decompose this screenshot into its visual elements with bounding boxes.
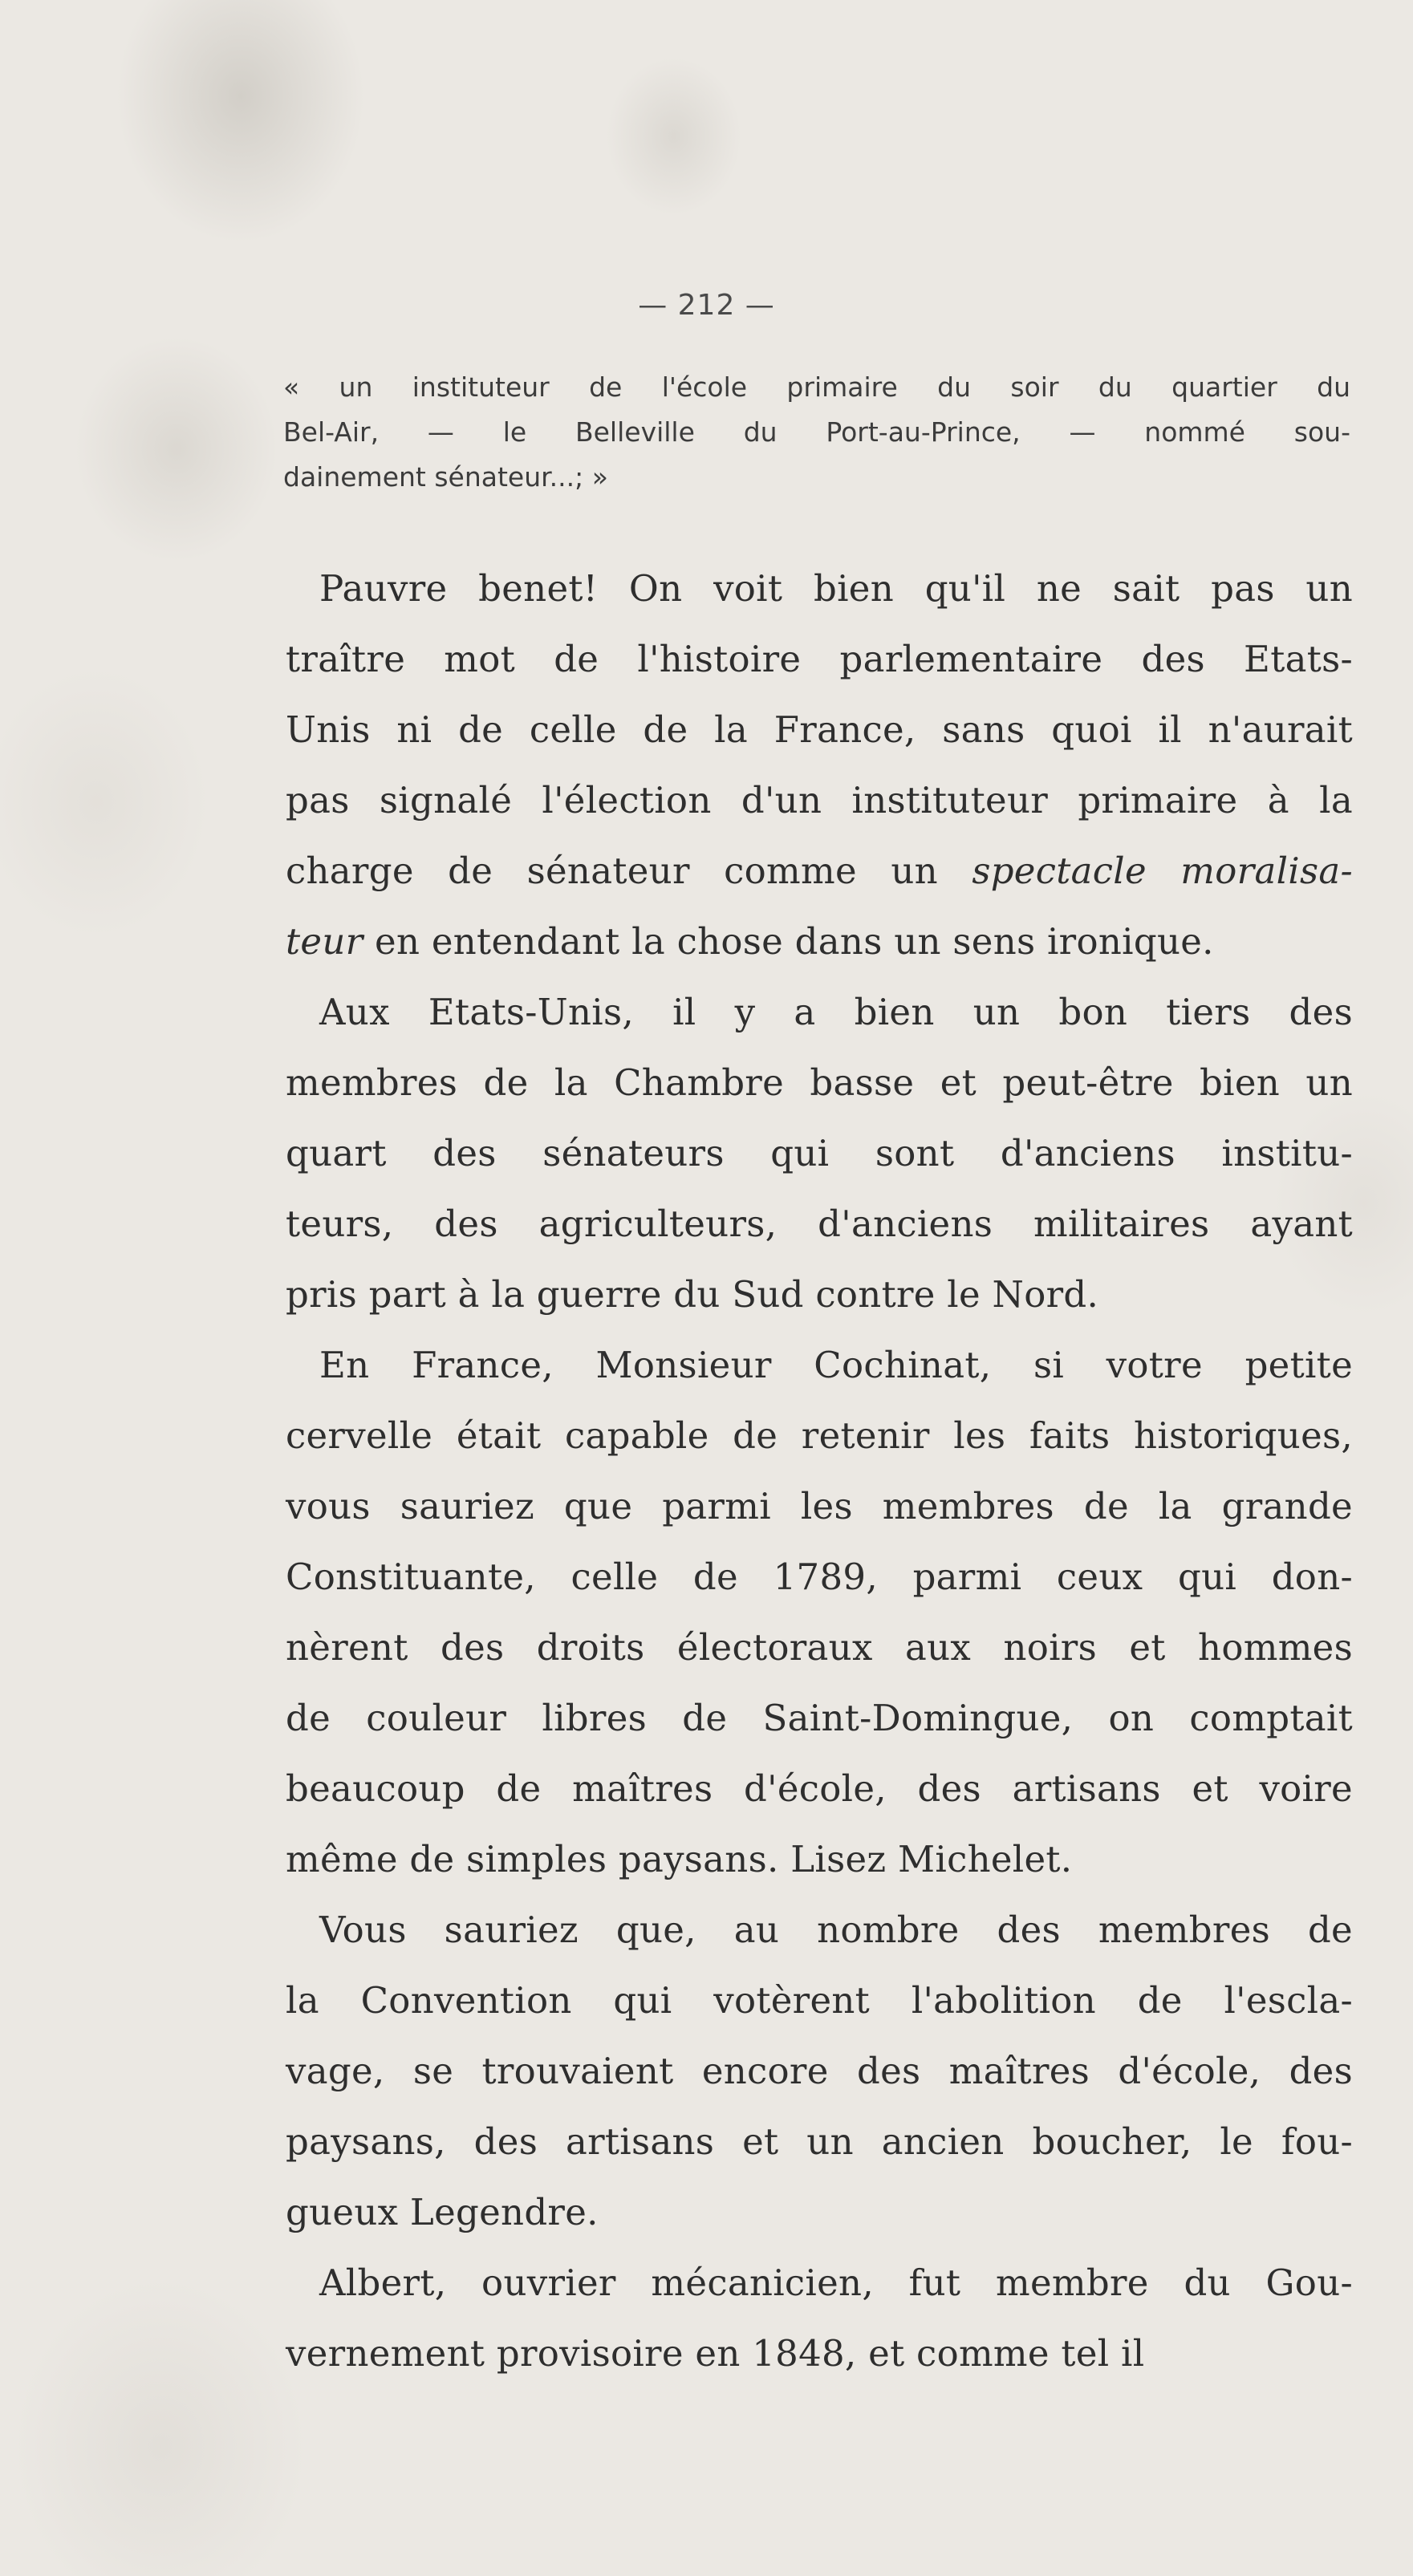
body-text <box>286 554 1353 2389</box>
quote-line: dainement sénateur...; » <box>283 461 608 493</box>
line-text: en entendant la chose dans un sens ironique. <box>363 920 1214 963</box>
paragraph-line: Unis ni de celle de la France, sans quoi il n'aurait <box>286 708 1353 751</box>
paragraph-line <box>286 907 1353 977</box>
paragraph-line: pris part à la guerre du Sud contre le Nord. <box>286 1273 1099 1316</box>
paragraph-line: vernement provisoire en 1848, et comme tel il <box>286 2332 1145 2375</box>
paragraph-line: traître mot de l'histoire parlementaire des Etats- <box>286 638 1353 680</box>
paragraph-line: cervelle était capable de retenir les faits historiques, <box>286 1414 1353 1457</box>
paragraph-line: quart des sénateurs qui sont d'anciens institu- <box>286 1132 1353 1174</box>
paragraph-first-line: Aux Etats-Unis, il y a bien un bon tiers des <box>319 991 1353 1033</box>
paragraph-line: teurs, des agriculteurs, d'anciens militaires ayant <box>286 1203 1353 1245</box>
italic-phrase: teur <box>286 920 363 963</box>
italic-phrase: spectacle moralisa- <box>972 850 1354 892</box>
paragraph-line: vous sauriez que parmi les membres de la grande <box>286 1485 1353 1527</box>
paragraph-line: de couleur libres de Saint-Domingue, on comptait <box>286 1697 1353 1739</box>
paragraph-first-line: En France, Monsieur Cochinat, si votre petite <box>319 1344 1353 1386</box>
paragraph-line: gueux Legendre. <box>286 2191 599 2233</box>
paragraph-line: nèrent des droits électoraux aux noirs et hommes <box>286 1626 1353 1669</box>
quote-line: Bel-Air, — le Belleville du Port-au-Prince, — nommé sou- <box>283 416 1350 448</box>
paragraph-line: paysans, des artisans et un ancien boucher, le fou- <box>286 2120 1353 2163</box>
paragraph-line: vage, se trouvaient encore des maîtres d'école, des <box>286 2050 1353 2092</box>
paragraph-line: beaucoup de maîtres d'école, des artisans et voire <box>286 1767 1353 1810</box>
paragraph-line: même de simples paysans. Lisez Michelet. <box>286 1838 1073 1880</box>
paragraph-line: pas signalé l'élection d'un instituteur primaire à la <box>286 779 1353 821</box>
paragraph-line: Constituante, celle de 1789, parmi ceux qui don- <box>286 1556 1353 1598</box>
paragraph-line: membres de la Chambre basse et peut-être bien un <box>286 1061 1353 1104</box>
paragraph-first-line: Pauvre benet! On voit bien qu'il ne sait pas un <box>319 567 1353 610</box>
page-number: — 212 — <box>638 289 775 322</box>
quote-line: « un instituteur de l'école primaire du soir du quartier du <box>283 371 1350 403</box>
paragraph-first-line: Vous sauriez que, au nombre des membres de <box>319 1909 1353 1951</box>
paragraph-line: la Convention qui votèrent l'abolition de l'escla- <box>286 1979 1353 2022</box>
paragraph-line <box>286 836 1353 907</box>
paragraph-first-line: Albert, ouvrier mécanicien, fut membre du Gou- <box>319 2262 1353 2304</box>
line-text: charge de sénateur comme un <box>286 850 972 892</box>
quoted-excerpt <box>283 365 1350 500</box>
